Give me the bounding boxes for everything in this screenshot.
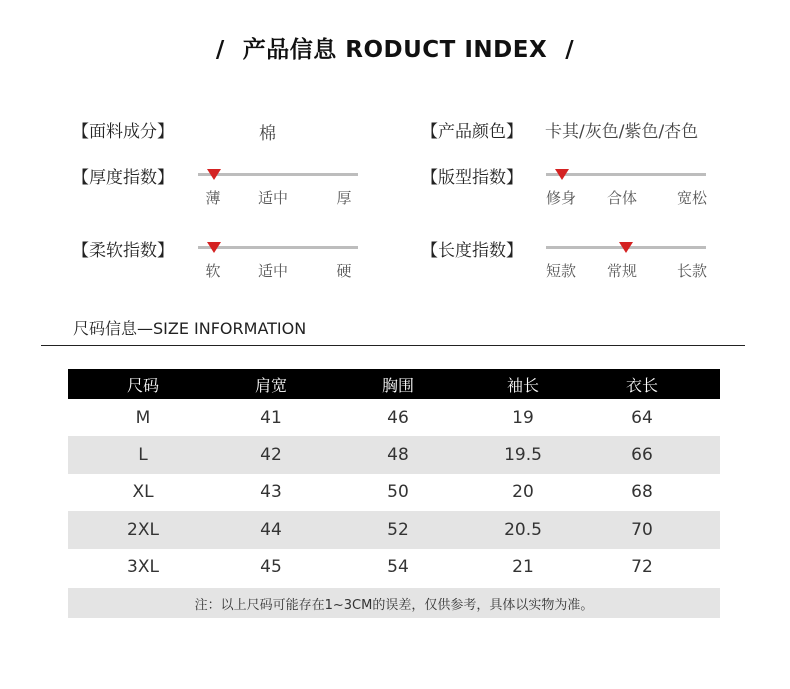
cell-shoulder: 44 bbox=[260, 519, 282, 540]
fit-slider bbox=[545, 169, 708, 207]
cell-length: 66 bbox=[631, 445, 653, 466]
thickness-slider bbox=[198, 169, 358, 207]
cell-chest: 52 bbox=[387, 519, 409, 540]
softness-marker bbox=[207, 242, 221, 253]
header-size: 尺码 bbox=[126, 375, 160, 395]
thickness-tick-mid: 适中 bbox=[257, 189, 289, 207]
softness-tick-high: 硬 bbox=[336, 262, 352, 280]
length-tick-high: 长款 bbox=[676, 262, 708, 280]
size-section-title: 尺码信息—SIZE INFORMATION bbox=[73, 319, 307, 338]
cell-length: 70 bbox=[631, 519, 653, 540]
thickness-tick-low: 薄 bbox=[205, 189, 221, 207]
softness-track bbox=[198, 246, 358, 249]
size-table bbox=[68, 369, 720, 586]
thickness-track bbox=[198, 173, 358, 176]
cell-length: 64 bbox=[631, 407, 653, 428]
cell-size: XL bbox=[132, 482, 154, 503]
table-row bbox=[68, 511, 720, 548]
table-row bbox=[68, 474, 720, 511]
cell-chest: 46 bbox=[387, 407, 409, 428]
fit-tick-high: 宽松 bbox=[676, 189, 708, 207]
cell-shoulder: 45 bbox=[260, 557, 282, 578]
header-sleeve: 袖长 bbox=[506, 375, 540, 395]
thickness-marker bbox=[207, 169, 221, 180]
thickness-label: 【厚度指数】 bbox=[72, 168, 174, 188]
fit-marker bbox=[555, 169, 569, 180]
header-shoulder: 肩宽 bbox=[254, 375, 288, 395]
size-note: 注：以上尺码可能存在1~3CM的误差，仅供参考，具体以实物为准。 bbox=[68, 588, 720, 618]
page-title bbox=[0, 30, 790, 70]
length-tick-low: 短款 bbox=[545, 262, 577, 280]
cell-chest: 54 bbox=[387, 557, 409, 578]
cell-length: 72 bbox=[631, 557, 653, 578]
length-tick-mid: 常规 bbox=[606, 262, 638, 280]
fabric-value: 棉 bbox=[259, 124, 276, 144]
cell-sleeve: 20 bbox=[512, 482, 534, 503]
length-slider bbox=[545, 242, 708, 280]
fabric-label: 【面料成分】 bbox=[72, 122, 174, 142]
title-text: 产品信息 RODUCT INDEX bbox=[242, 37, 548, 63]
color-value: 卡其/灰色/紫色/杏色 bbox=[545, 122, 699, 142]
table-row bbox=[68, 549, 720, 586]
thickness-tick-high: 厚 bbox=[336, 189, 352, 207]
title-slash-right: / bbox=[565, 37, 575, 63]
softness-slider bbox=[198, 242, 358, 280]
softness-tick-mid: 适中 bbox=[257, 262, 289, 280]
section-divider bbox=[41, 345, 745, 346]
cell-size: L bbox=[138, 445, 148, 466]
cell-shoulder: 42 bbox=[260, 445, 282, 466]
length-label: 【长度指数】 bbox=[421, 241, 523, 261]
cell-length: 68 bbox=[631, 482, 653, 503]
table-row bbox=[68, 436, 720, 473]
fit-tick-low: 修身 bbox=[545, 189, 577, 207]
cell-size: 2XL bbox=[127, 519, 159, 540]
cell-shoulder: 43 bbox=[260, 482, 282, 503]
cell-sleeve: 20.5 bbox=[504, 519, 542, 540]
header-length: 衣长 bbox=[625, 375, 659, 395]
cell-sleeve: 19 bbox=[512, 407, 534, 428]
cell-chest: 50 bbox=[387, 482, 409, 503]
cell-size: 3XL bbox=[127, 557, 159, 578]
header-chest: 胸围 bbox=[381, 375, 415, 395]
cell-shoulder: 41 bbox=[260, 407, 282, 428]
softness-tick-low: 软 bbox=[205, 262, 221, 280]
cell-chest: 48 bbox=[387, 445, 409, 466]
fit-label: 【版型指数】 bbox=[421, 168, 523, 188]
softness-label: 【柔软指数】 bbox=[72, 241, 174, 261]
cell-size: M bbox=[135, 407, 151, 428]
table-row bbox=[68, 399, 720, 436]
fit-tick-mid: 合体 bbox=[606, 189, 638, 207]
color-label: 【产品颜色】 bbox=[421, 122, 523, 142]
size-table-header bbox=[68, 369, 720, 399]
cell-sleeve: 21 bbox=[512, 557, 534, 578]
title-slash-left: / bbox=[215, 37, 225, 63]
fit-track bbox=[546, 173, 706, 176]
length-marker bbox=[619, 242, 633, 253]
cell-sleeve: 19.5 bbox=[504, 445, 542, 466]
